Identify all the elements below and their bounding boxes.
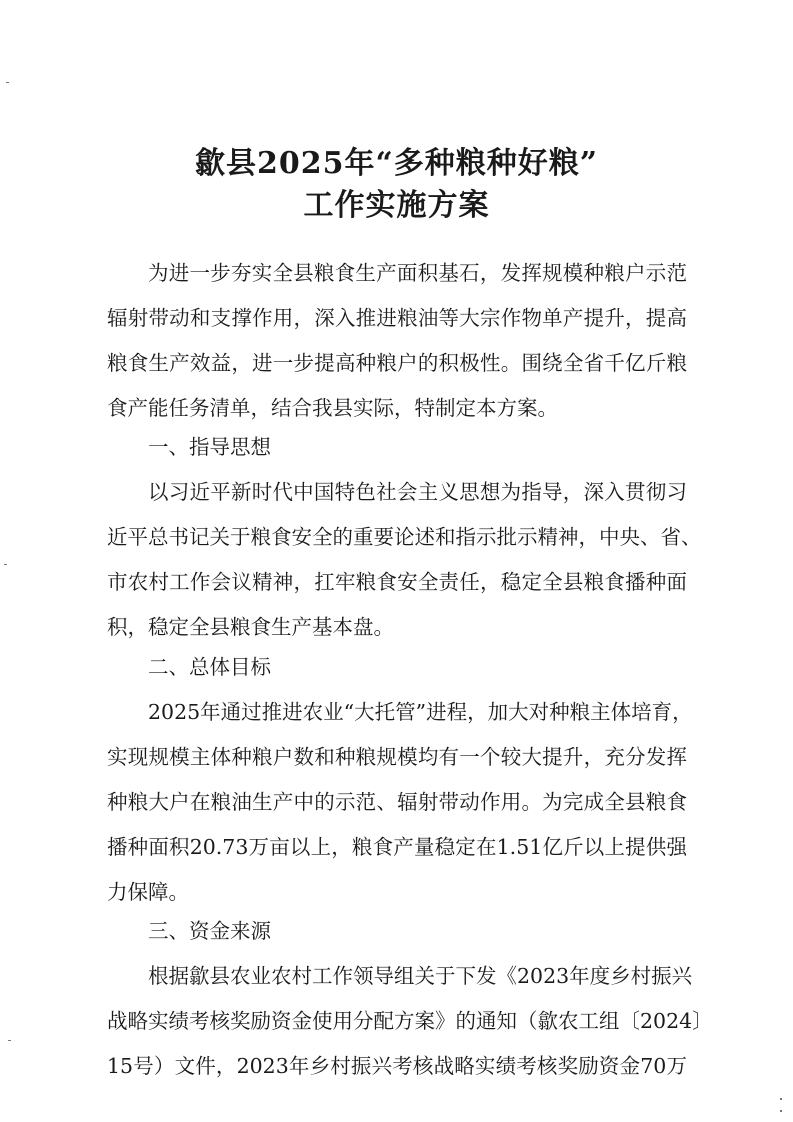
section-2-line: 种粮大户在粮油生产中的示范、辐射带动作用。为完成全县粮食 [107,790,687,814]
intro-line: 食产能任务清单，结合我县实际，特制定本方案。 [107,396,558,420]
scan-speck [6,82,9,83]
intro-line: 为进一步夯实全县粮食生产面积基石，发挥规模种粮户示范 [148,261,687,285]
section-2-line: 实现规模主体种粮户数和种粮规模均有一个较大提升，充分发挥 [107,745,687,769]
intro-line: 辐射带动和支撑作用，深入推进粮油等大宗作物单产提升，提高 [107,306,687,330]
section-1-line: 近平总书记关于粮食安全的重要论述和指示批示精神，中央、省、 [107,525,702,549]
section-2-line: 力保障。 [107,880,189,904]
scan-speck [4,564,7,565]
section-1-line: 积，稳定全县粮食生产基本盘。 [107,615,394,639]
document-title-line-1: 歙县2025年“多种粮种好粮” [194,146,598,181]
scan-speck [8,1040,11,1041]
document-title-line-2: 工作实施方案 [303,188,490,223]
section-3-line: 战略实绩考核奖励资金使用分配方案》的通知（歙农工组〔2024〕 [107,1009,713,1033]
intro-line: 粮食生产效益，进一步提高种粮户的积极性。围绕全省千亿斤粮 [107,351,687,375]
section-heading-overall-goals: 二、总体目标 [148,655,271,679]
section-2-line: 2025年通过推进农业“大托管”进程，加大对种粮主体培育， [148,700,693,724]
section-heading-guiding-ideology: 一、指导思想 [148,435,271,459]
section-3-line: 根据歙县农业农村工作领导组关于下发《2023年度乡村振兴 [148,964,693,988]
scan-speck [780,1110,782,1112]
section-2-line: 播种面积20.73万亩以上，粮食产量稳定在1.51亿斤以上提供强 [107,835,687,859]
section-heading-funding-source: 三、资金来源 [148,919,271,943]
scan-speck [780,1098,782,1100]
section-1-line: 以习近平新时代中国特色社会主义思想为指导，深入贯彻习 [148,480,687,504]
section-3-line: 15号）文件，2023年乡村振兴考核战略实绩考核奖励资金70万 [107,1054,687,1078]
section-1-line: 市农村工作会议精神，扛牢粮食安全责任，稳定全县粮食播种面 [107,570,687,594]
